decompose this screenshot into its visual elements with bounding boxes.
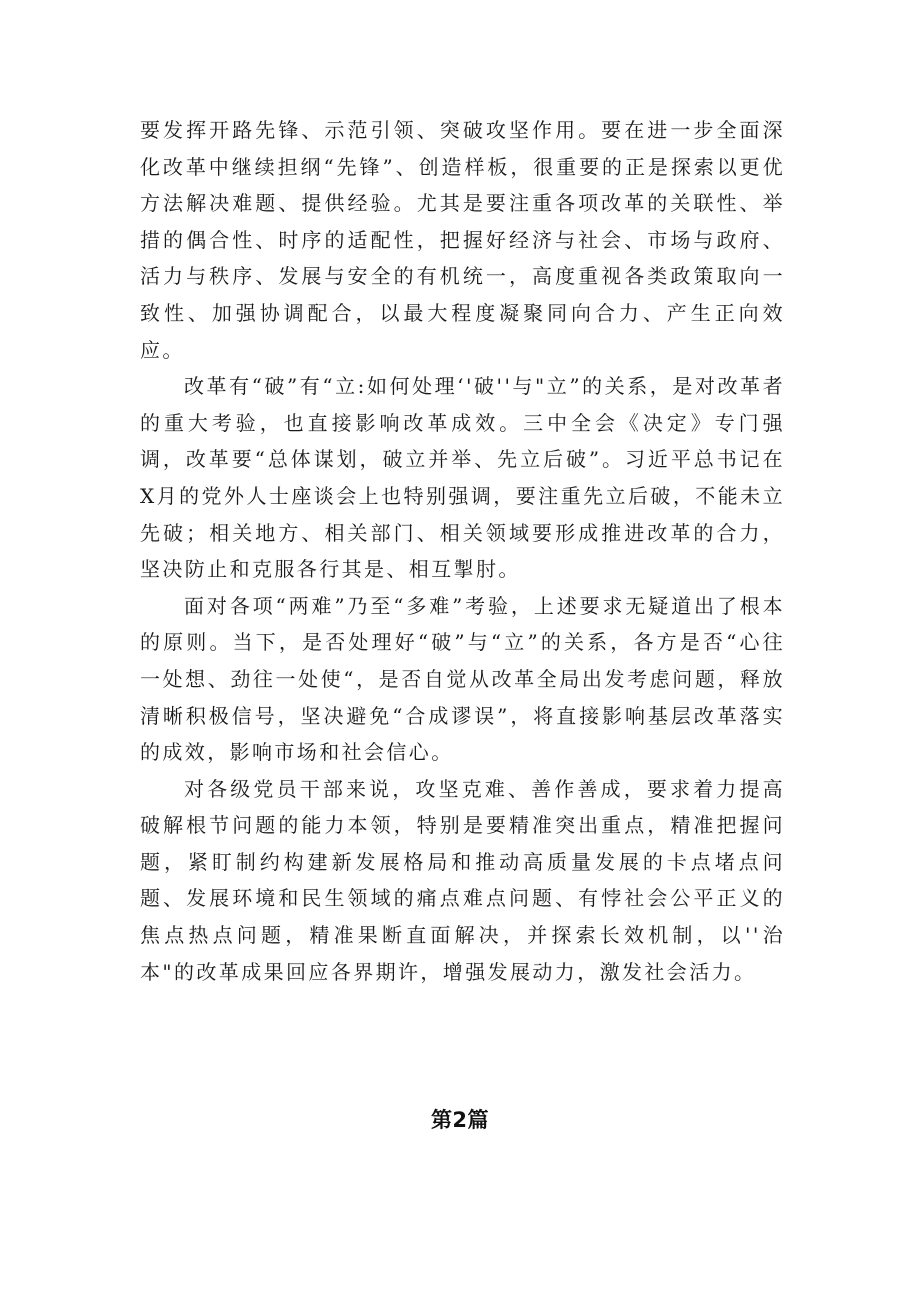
paragraph-1: 要发挥开路先锋、示范引领、突破攻坚作用。要在进一步全面深化改革中继续担纲“先锋”、创造样板，很重要的正是探索以更优方法解决难题、提供经验。尤其是要注重各项改革的关联性、举措的偶合性、时序的适配性，把握好经济与社会、市场与政府、活力与秩序、发展与安全的有机统一，高度重视各类政策取向一致性、加强协调配合，以最大程度凝聚同向合力、产生正向效应。 xyxy=(140,118,785,362)
paragraph-2: 改革有“破”有“立:如何处理‘'破''与"立”的关系，是对改革者的重大考验，也直接影响改革成效。三中全会《决定》专门强调，改革要“总体谋划，破立并举、先立后破”。习近平总书记在X月的党外人士座谈会上也特别强调，要注重先立后破，不能未立先破；相关地方、相关部门、相关领域要形成推进改革的合力，坚决防止和克服各行其是、相互掣肘。 xyxy=(140,374,785,582)
section-heading: 第2篇 xyxy=(430,1108,490,1132)
article-body xyxy=(140,112,785,990)
paragraph-4: 对各级党员干部来说，攻坚克难、善作善成，要求着力提高破解根节问题的能力本领，特别是要精准突出重点，精准把握问题，紧盯制约构建新发展格局和推动高质量发展的卡点堵点问题、发展环境和民生领域的痛点难点问题、有悖社会公平正义的焦点热点问题，精准果断直面解决，并探索长效机制，以''治本"的改革成果回应各界期许，增强发展动力，激发社会活力。 xyxy=(140,776,785,984)
paragraph-3: 面对各项“两难”乃至“多难”考验，上述要求无疑道出了根本的原则。当下，是否处理好“破”与“立”的关系，各方是否“心往一处想、劲往一处使“，是否自觉从改革全局出发考虑问题，释放清晰积极信号，坚决避免“合成谬误”，将直接影响基层改革落实的成效，影响市场和社会信心。 xyxy=(140,593,785,765)
